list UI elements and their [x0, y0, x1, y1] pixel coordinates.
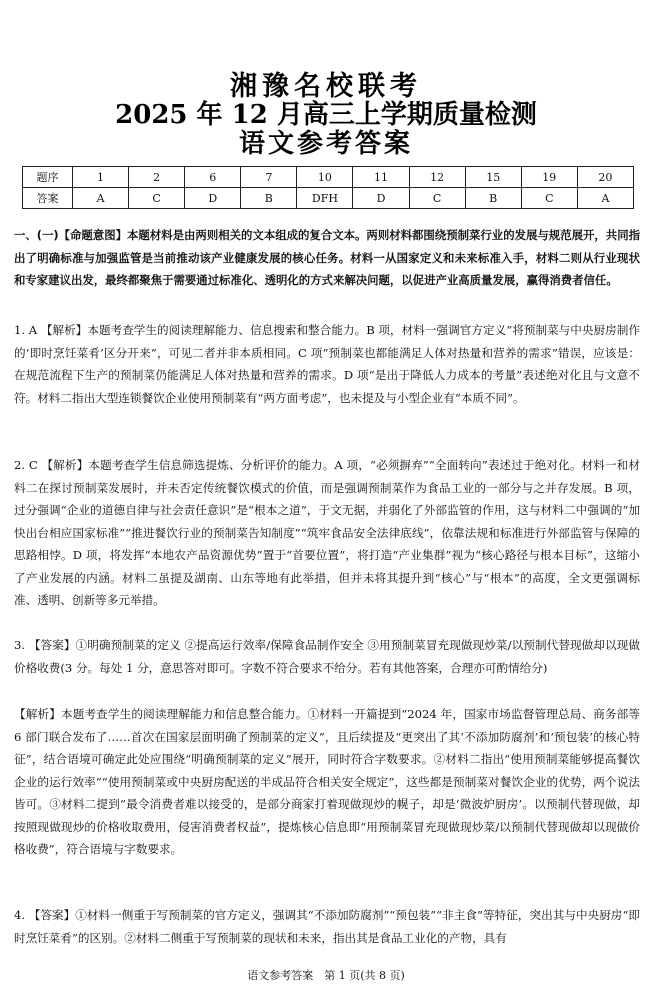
table-cell-question: 10 [297, 167, 353, 188]
table-cell-answer: C [521, 188, 577, 209]
question-1-analysis: 1. A 【解析】本题考查学生的阅读理解能力、信息搜索和整合能力。B 项，材料一强调官方定义“将预制菜与中央厨房制作的‘即时烹饪菜肴’区分开来”，可见二者并非本质相同。C 项“预制菜也都能满足人体对热量和营养的需求”错误，应该是：在规范流程下生产的预制菜仍能满足人体对热量和营养的需求。D 项“是出于降低人力成本的考量”表述绝对化且与文意不符。材料二指出大型连锁餐饮企业使用预制菜有“两方面考虑”，也未提及与小型企业有“本质不同”。 [14, 323, 640, 405]
table-cell-answer: D [185, 188, 241, 209]
section-intro-paragraph: 一、(一)【命题意图】本题材料是由两则相关的文本组成的复合文本。两则材料都围绕预制菜行业的发展与规范展开，共同指出了明确标准与加强监管是当前推动该产业健康发展的核心任务。材料一从国家定义和未来标准入手，材料二则从行业现状和专家建议出发，最终都聚焦于需要通过标准化、透明化的方式来解决问题，以促进产业高质量发展，赢得消费者信任。 [14, 228, 640, 287]
table-row-label: 题序 [23, 167, 73, 188]
page-footer: 语文参考答案 第 1 页(共 8 页) [247, 969, 405, 982]
table-cell-question: 11 [353, 167, 409, 188]
table-cell-question: 2 [129, 167, 185, 188]
table-cell-answer: B [241, 188, 297, 209]
question-2-analysis: 2. C 【解析】本题考查学生信息筛选提炼、分析评价的能力。A 项，“必须摒弃”“全面转向”表述过于绝对化。材料一和材料二在探讨预制菜发展时，并未否定传统餐饮模式的价值，而是强调预制菜作为食品工业的一部分与之并存发展。B 项，过分强调“企业的道德自律与社会责任意识”是“根本之道”，于文无据，并弱化了外部监管的作用，这与材料二中强调的“加快出台相应国家标准”“推进餐饮行业的预制菜告知制度”“筑牢食品安全法律底线”，依靠法规和标准进行外部监管与保障的思路相悖。D 项，将发挥“本地农产品资源优势”置于“首要位置”，将打造“产业集群”视为“核心路径与根本目标”，这缩小了产业发展的内涵。材料二虽提及湖南、山东等地有此举措，但并未将其提升到“核心”与“根本”的高度，全文更强调标准、透明、创新等多元举措。 [14, 458, 640, 607]
table-cell-answer: A [73, 188, 129, 209]
answer-table-question-row [23, 167, 634, 188]
question-3-answer: 3. 【答案】①明确预制菜的定义 ②提高运行效率/保障食品制作安全 ③用预制菜冒充现做现炒菜/以预制代替现做却以现做价格收费(3 分。每处 1 分，意思答对即可。字数不符合要求不给分。若有其他答案，合理亦可酌情给分) [14, 638, 640, 675]
answer-table [22, 166, 634, 209]
table-cell-answer: D [353, 188, 409, 209]
question-4-answer: 4. 【答案】①材料一侧重于写预制菜的官方定义，强调其“不添加防腐剂”“预包装”“非主食”等特征，突出其与中央厨房“即时烹饪菜肴”的区别。②材料二侧重于写预制菜的现状和未来，指出其是食品工业化的产物，具有 [14, 908, 640, 945]
table-cell-answer: A [577, 188, 633, 209]
table-cell-question: 12 [409, 167, 465, 188]
table-cell-question: 6 [185, 167, 241, 188]
table-cell-question: 1 [73, 167, 129, 188]
table-row-label: 答案 [23, 188, 73, 209]
table-cell-answer: DFH [297, 188, 353, 209]
exam-title-line2: 2025 年 12 月高三上学期质量检测 [115, 100, 537, 130]
table-cell-question: 19 [521, 167, 577, 188]
table-cell-question: 15 [465, 167, 521, 188]
exam-title-line1: 湘豫名校联考 [230, 71, 422, 102]
table-cell-answer: B [465, 188, 521, 209]
table-cell-answer: C [409, 188, 465, 209]
answer-table-answer-row [23, 188, 634, 209]
exam-title-line3: 语文参考答案 [238, 129, 413, 159]
table-cell-answer: C [129, 188, 185, 209]
table-cell-question: 7 [241, 167, 297, 188]
table-cell-question: 20 [577, 167, 633, 188]
question-3-analysis: 【解析】本题考查学生的阅读理解能力和信息整合能力。①材料一开篇提到“2024 年，国家市场监督管理总局、商务部等 6 部门联合发布了……首次在国家层面明确了预制菜的定义”，且后续提及“更突出了其‘不添加防腐剂’和‘预包装’的核心特征”，结合语境可确定此处应围绕“明确预制菜的定义”展开，同时符合字数要求。②材料二指出“使用预制菜能够提高餐饮企业的运行效率”“使用预制菜或中央厨房配送的半成品符合相关安全规定”，这些都是预制菜对餐饮企业的优势，两个说法皆可。③材料二提到“最令消费者难以接受的，是部分商家打着现做现炒的幌子，却是‘微波炉厨房’。以预制代替现做，却按照现做现炒的价格收取费用，侵害消费者权益”，提炼核心信息即“用预制菜冒充现做现炒菜/以预制代替现做却以现做价格收费”，符合语境与字数要求。 [14, 707, 640, 856]
